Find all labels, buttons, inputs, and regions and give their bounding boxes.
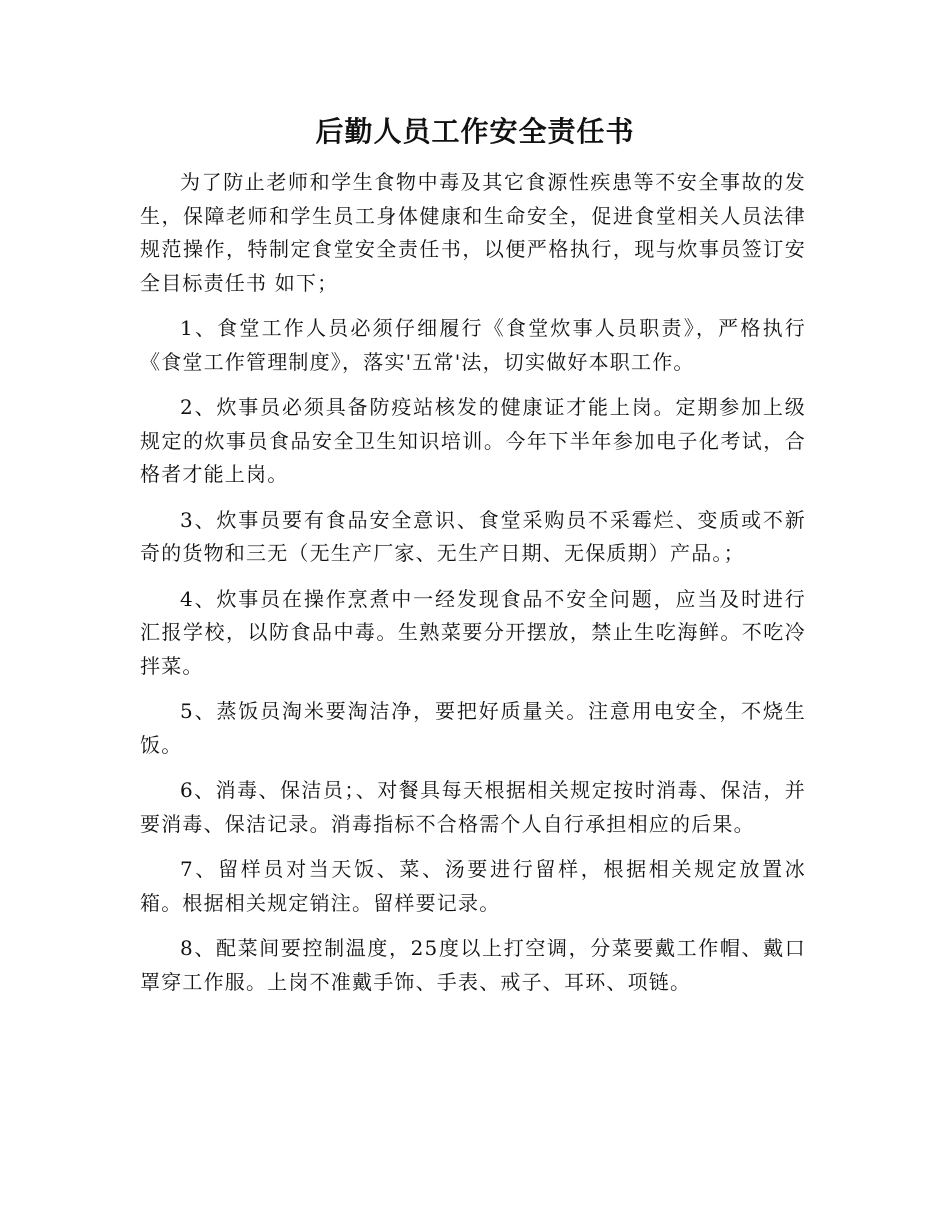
clause-1: 1、食堂工作人员必须仔细履行《食堂炊事人员职责》，严格执行《食堂工作管理制度》，落实'五常'法，切实做好本职工作。 xyxy=(140,316,806,374)
clause-8: 8、配菜间要控制温度，25度以上打空调，分菜要戴工作帽、戴口罩穿工作服。上岗不准戴手饰、手表、戒子、耳环、项链。 xyxy=(140,936,806,994)
document-body xyxy=(140,166,806,1011)
clause-4: 4、炊事员在操作烹煮中一经发现食品不安全问题，应当及时进行汇报学校，以防食品中毒。生熟菜要分开摆放，禁止生吃海鲜。不吃冷拌菜。 xyxy=(140,586,806,678)
document-title: 后勤人员工作安全责任书 xyxy=(315,115,635,148)
clause-6: 6、消毒、保洁员；、对餐具每天根据相关规定按时消毒、保洁，并要消毒、保洁记录。消毒指标不合格需个人自行承担相应的后果。 xyxy=(140,778,806,836)
clause-5: 5、蒸饭员淘米要淘洁净，要把好质量关。注意用电安全，不烧生饭。 xyxy=(140,699,806,757)
clause-7: 7、留样员对当天饭、菜、汤要进行留样，根据相关规定放置冰箱。根据相关规定销注。留样要记录。 xyxy=(140,857,806,915)
intro-paragraph: 为了防止老师和学生食物中毒及其它食源性疾患等不安全事故的发生，保障老师和学生员工身体健康和生命安全，促进食堂相关人员法律规范操作，特制定食堂安全责任书，以便严格执行，现与炊事员签订安全目标责任书 如下； xyxy=(140,170,806,295)
clause-3: 3、炊事员要有食品安全意识、食堂采购员不采霉烂、变质或不新奇的货物和三无（无生产厂家、无生产日期、无保质期）产品。； xyxy=(140,507,806,565)
clause-2: 2、炊事员必须具备防疫站核发的健康证才能上岗。定期参加上级规定的炊事员食品安全卫生知识培训。今年下半年参加电子化考试，合格者才能上岗。 xyxy=(140,395,806,486)
